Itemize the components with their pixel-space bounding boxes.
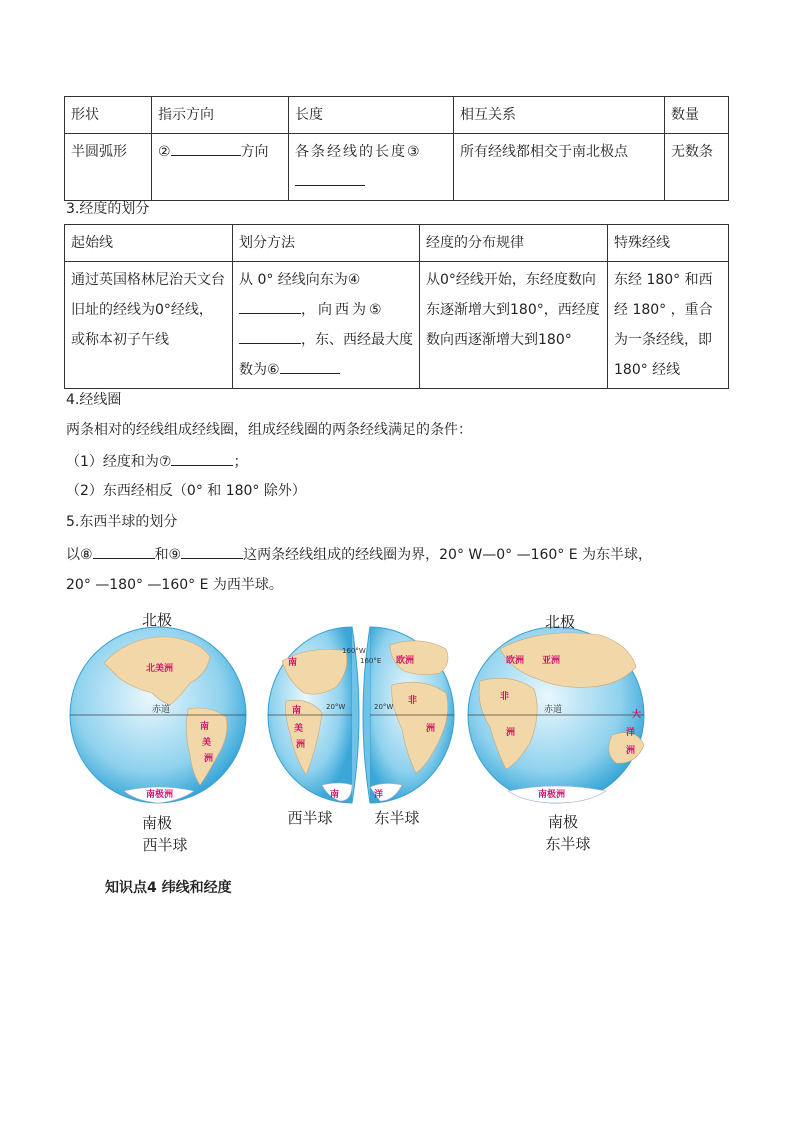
table-header-row xyxy=(65,97,729,134)
list-item: （2）东西经相反（0° 和 180° 除外） xyxy=(66,483,306,499)
continent-label: 洋 xyxy=(374,790,384,800)
section-title: 3.经度的划分 xyxy=(66,201,150,217)
answer-number: ② xyxy=(158,144,171,160)
list-item-text: ； xyxy=(233,454,248,470)
table-cell xyxy=(233,262,420,389)
table-header-cell: 数量 xyxy=(665,97,729,134)
western-hemisphere-globe xyxy=(70,627,246,803)
continent-label: 欧洲 xyxy=(396,656,415,666)
continent-label: 洲 xyxy=(426,724,436,734)
paragraph xyxy=(66,544,652,565)
continent-label: 美 xyxy=(202,738,212,748)
table-header-cell: 相互关系 xyxy=(454,97,665,134)
continent-label: 洲 xyxy=(626,746,636,756)
table-header-cell: 划分方法 xyxy=(233,225,420,262)
equator-label: 赤道 xyxy=(152,705,171,715)
answer-blank[interactable] xyxy=(295,171,365,186)
table-cell xyxy=(152,134,289,201)
table-header-row xyxy=(65,225,729,262)
continent-label: 北美洲 xyxy=(146,664,174,674)
continent-label: 欧洲 xyxy=(506,656,525,666)
answer-blank[interactable] xyxy=(239,329,301,344)
table-row xyxy=(65,134,729,201)
equator-label: 赤道 xyxy=(544,705,563,715)
paragraph: 两条相对的经线组成经线圈，组成经线圈的两条经线满足的条件： xyxy=(66,422,472,438)
continent-label: 大 xyxy=(632,710,642,720)
longitude-division-table xyxy=(64,224,729,389)
table-cell: 半圆弧形 xyxy=(65,134,152,201)
table-cell: 东经 180° 和西经 180° ，重合为一条经线，即 180° 经线 xyxy=(608,262,729,389)
longitude-label: 20°W xyxy=(374,703,394,711)
list-item-text: （1）经度和为⑦ xyxy=(66,454,172,470)
table-header-cell: 长度 xyxy=(289,97,454,134)
table-header-cell: 特殊经线 xyxy=(608,225,729,262)
knowledge-point-title: 知识点4 纬线和经度 xyxy=(105,880,232,896)
paragraph-text: 这两条经线组成的经线圈为界，20° W—0° —160° E 为东半球， xyxy=(243,547,653,563)
table-cell: 无数条 xyxy=(665,134,729,201)
continent-label: 南极洲 xyxy=(146,790,174,800)
answer-blank[interactable] xyxy=(239,299,301,314)
table-cell: 从0°经线开始，东经度数向东逐渐增大到180°，西经度数向西逐渐增大到180° xyxy=(420,262,608,389)
table-cell-text: ，东、西经最大度数为⑥ xyxy=(239,332,413,378)
continent-label: 亚洲 xyxy=(542,656,561,666)
paragraph: 20° —180° —160° E 为西半球。 xyxy=(66,577,283,593)
hemisphere-caption: 西半球 xyxy=(142,836,188,854)
table-cell-text: 从 0° 经线向东为④ xyxy=(239,272,361,288)
paragraph-text: 和⑨ xyxy=(154,547,182,563)
section-title: 5.东西半球的划分 xyxy=(66,514,178,530)
continent-label: 南 xyxy=(200,722,210,732)
table-header-cell: 指示方向 xyxy=(152,97,289,134)
longitude-label: 160°W xyxy=(342,647,366,655)
continent-label: 非 xyxy=(408,696,418,706)
table-cell: 通过英国格林尼治天文台旧址的经线为0°经线，或称本初子午线 xyxy=(65,262,233,389)
list-item xyxy=(66,451,247,472)
section-title: 4.经线圈 xyxy=(66,392,122,408)
answer-blank[interactable] xyxy=(280,359,340,374)
longitude-label: 20°W xyxy=(326,703,346,711)
hemisphere-caption: 西半球 xyxy=(287,809,333,827)
continent-label: 洲 xyxy=(204,754,214,764)
table-cell-text: ，向西为⑤ xyxy=(301,302,385,318)
table-cell xyxy=(289,134,454,201)
continent-label: 非 xyxy=(500,692,510,702)
eastern-hemisphere-globe xyxy=(468,627,644,803)
hemisphere-caption: 东半球 xyxy=(374,809,420,827)
paragraph-text: 以⑧ xyxy=(66,547,93,563)
eastern-half-globe xyxy=(360,627,454,803)
south-pole-label: 南极 xyxy=(141,814,172,832)
north-pole-label: 北极 xyxy=(544,613,575,631)
longitude-label: 160°E xyxy=(360,657,382,665)
table-row xyxy=(65,262,729,389)
table-cell-text: 各条经线的长度③ xyxy=(295,144,422,160)
continent-label: 洲 xyxy=(506,728,516,738)
answer-blank[interactable] xyxy=(181,544,243,559)
table-header-cell: 形状 xyxy=(65,97,152,134)
hemisphere-caption: 东半球 xyxy=(545,835,591,853)
table-cell: 所有经线都相交于南北极点 xyxy=(454,134,665,201)
continent-label: 洋 xyxy=(626,728,636,738)
answer-blank[interactable] xyxy=(171,141,241,156)
table-cell-text: 方向 xyxy=(240,144,269,160)
continent-label: 南极洲 xyxy=(538,790,566,800)
western-half-globe xyxy=(268,627,366,803)
answer-blank[interactable] xyxy=(93,544,155,559)
continent-label: 南 xyxy=(330,790,340,800)
continent-label: 洲 xyxy=(296,740,306,750)
north-pole-label: 北极 xyxy=(141,611,172,629)
south-pole-label: 南极 xyxy=(547,813,578,831)
continent-label: 美 xyxy=(294,724,304,734)
table-header-cell: 起始线 xyxy=(65,225,233,262)
continent-label: 南 xyxy=(292,706,302,716)
answer-blank[interactable] xyxy=(171,451,233,466)
table-header-cell: 经度的分布规律 xyxy=(420,225,608,262)
longitude-line-table xyxy=(64,96,729,201)
continent-label: 南 xyxy=(288,658,298,668)
